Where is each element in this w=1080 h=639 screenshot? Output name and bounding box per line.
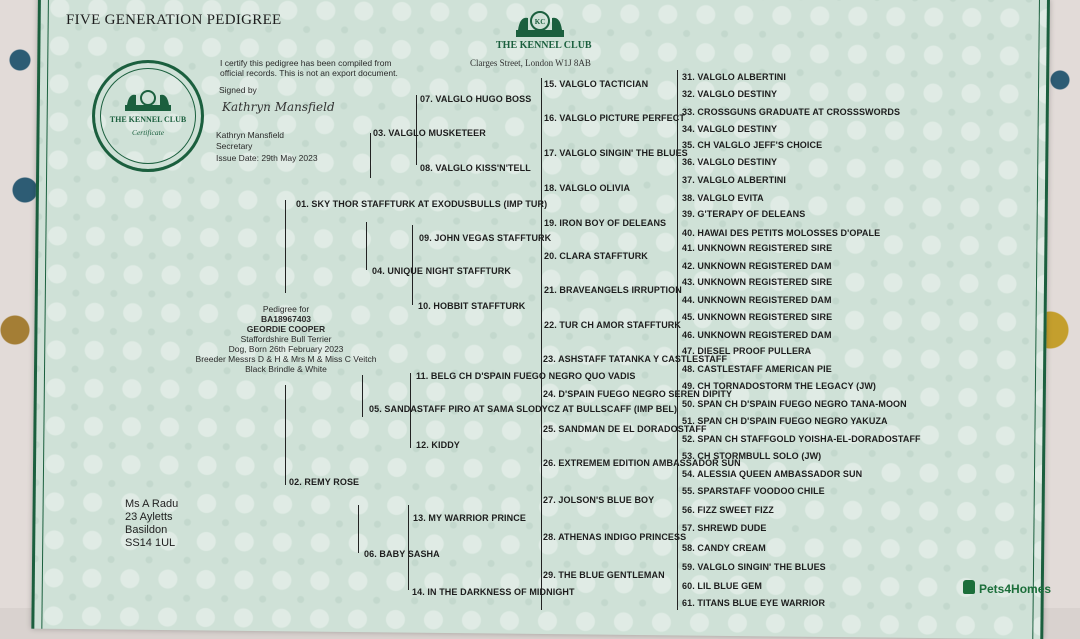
pedigree-entry-44: 44. UNKNOWN REGISTERED DAM xyxy=(682,295,832,305)
pedigree-entry-48: 48. CASTLESTAFF AMERICAN PIE xyxy=(682,364,832,374)
pedigree-entry-08: 08. VALGLO KISS'N'TELL xyxy=(420,163,531,173)
pedigree-entry-38: 38. VALGLO EVITA xyxy=(682,193,764,203)
pedigree-entry-37: 37. VALGLO ALBERTINI xyxy=(682,175,787,185)
dog-breed: Staffordshire Bull Terrier xyxy=(240,334,332,344)
pedigree-entry-55: 55. SPARSTAFF VOODOO CHILE xyxy=(682,486,825,496)
seal-subtitle: Certificate xyxy=(131,128,165,137)
bracket-gen3-b xyxy=(412,225,413,305)
owner-town: Basildon xyxy=(125,524,168,536)
pedigree-entry-49: 49. CH TORNADOSTORM THE LEGACY (JW) xyxy=(682,381,877,391)
signatory-name: Kathryn Mansfield xyxy=(216,130,285,140)
certify-line-2: official records. This is not an export document. xyxy=(220,68,398,78)
pedigree-entry-02: 02. REMY ROSE xyxy=(289,477,360,487)
pedigree-entry-39: 39. G'TERAPY OF DELEANS xyxy=(682,209,806,219)
pedigree-entry-03: 03. VALGLO MUSKETEER xyxy=(373,128,486,138)
pedigree-entry-28: 28. ATHENAS INDIGO PRINCESS xyxy=(543,532,687,542)
pedigree-entry-24: 24. D'SPAIN FUEGO NEGRO SEREN DIPITY xyxy=(543,389,733,399)
right-border-line xyxy=(1032,0,1040,639)
issue-date: Issue Date: 29th May 2023 xyxy=(216,153,318,163)
left-border-line xyxy=(41,0,49,629)
dog-sex-dob: Dog, Born 26th February 2023 xyxy=(228,344,344,354)
pedigree-entry-31: 31. VALGLO ALBERTINI xyxy=(682,72,787,82)
pedigree-entry-60: 60. LIL BLUE GEM xyxy=(682,581,762,591)
pedigree-entry-20: 20. CLARA STAFFTURK xyxy=(544,251,648,261)
signatory-role: Secretary xyxy=(216,141,253,151)
pedigree-entry-61: 61. TITANS BLUE EYE WARRIOR xyxy=(682,598,826,608)
bracket-gen2-04 xyxy=(366,222,367,270)
pedigree-entry-04: 04. UNIQUE NIGHT STAFFTURK xyxy=(372,266,511,276)
pedigree-entry-11: 11. BELG CH D'SPAIN FUEGO NEGRO QUO VADIS xyxy=(416,371,636,381)
pedigree-entry-35: 35. CH VALGLO JEFF'S CHOICE xyxy=(682,140,823,150)
bracket-gen2-06 xyxy=(358,505,359,553)
pedigree-entry-22: 22. TUR CH AMOR STAFFTURK xyxy=(544,320,681,330)
pedigree-entry-29: 29. THE BLUE GENTLEMAN xyxy=(543,570,665,580)
pedigree-entry-41: 41. UNKNOWN REGISTERED SIRE xyxy=(682,243,833,253)
pedigree-entry-54: 54. ALESSIA QUEEN AMBASSADOR SUN xyxy=(682,469,863,479)
pedigree-entry-01: 01. SKY THOR STAFFTURK AT EXODUSBULLS (IMP TUR) xyxy=(296,199,548,209)
owner-street: 23 Ayletts xyxy=(125,511,173,523)
signature: Kathryn Mansfield xyxy=(222,100,335,114)
pedigree-entry-45: 45. UNKNOWN REGISTERED SIRE xyxy=(682,312,833,322)
pedigree-entry-18: 18. VALGLO OLIVIA xyxy=(544,183,631,193)
pedigree-entry-42: 42. UNKNOWN REGISTERED DAM xyxy=(682,261,832,271)
pedigree-entry-53: 53. CH STORMBULL SOLO (JW) xyxy=(682,451,822,461)
certify-line-1: I certify this pedigree has been compiled from xyxy=(220,58,392,68)
pedigree-entry-43: 43. UNKNOWN REGISTERED SIRE xyxy=(682,277,833,287)
pedigree-entry-05: 05. SANDASTAFF PIRO AT SAMA SLODYCZ AT BULLSCAFF (IMP BEL) xyxy=(369,404,678,414)
pedigree-entry-50: 50. SPAN CH D'SPAIN FUEGO NEGRO TANA-MOON xyxy=(682,399,907,409)
bracket-gen4 xyxy=(541,78,542,610)
document-title: FIVE GENERATION PEDIGREE xyxy=(66,12,282,28)
pedigree-entry-46: 46. UNKNOWN REGISTERED DAM xyxy=(682,330,832,340)
bracket-gen1-sire xyxy=(285,200,286,293)
bracket-gen2-05 xyxy=(362,375,363,417)
seal-title: THE KENNEL CLUB xyxy=(109,115,187,124)
pedigree-entry-14: 14. IN THE DARKNESS OF MIDNIGHT xyxy=(412,587,575,597)
pedigree-entry-17: 17. VALGLO SINGIN' THE BLUES xyxy=(544,148,688,158)
svg-text:KC: KC xyxy=(534,18,546,26)
registration-number: BA18967403 xyxy=(260,314,312,324)
signed-by-label: Signed by xyxy=(219,85,257,95)
pedigree-entry-23: 23. ASHSTAFF TATANKA Y CASTLESTAFF xyxy=(543,354,728,364)
pedigree-entry-52: 52. SPAN CH STAFFGOLD YOISHA-EL-DORADOSTAFF xyxy=(682,434,921,444)
certificate-seal xyxy=(92,60,204,172)
pedigree-entry-21: 21. BRAVEANGELS IRRUPTION xyxy=(544,285,682,295)
pedigree-entry-57: 57. SHREWD DUDE xyxy=(682,523,767,533)
bracket-gen1-dam xyxy=(285,385,286,485)
bracket-gen2-03 xyxy=(370,133,371,178)
pedigree-for-label: Pedigree for xyxy=(262,304,310,314)
pedigree-entry-12: 12. KIDDY xyxy=(416,440,460,450)
pedigree-entry-26: 26. EXTREMEM EDITION AMBASSADOR SUN xyxy=(543,458,741,468)
pedigree-entry-32: 32. VALGLO DESTINY xyxy=(682,89,778,99)
pedigree-entry-51: 51. SPAN CH D'SPAIN FUEGO NEGRO YAKUZA xyxy=(682,416,888,426)
club-address: Clarges Street, London W1J 8AB xyxy=(470,58,591,68)
pedigree-entry-10: 10. HOBBIT STAFFTURK xyxy=(418,301,526,311)
dog-name: GEORDIE COOPER xyxy=(246,324,326,334)
pedigree-entry-07: 07. VALGLO HUGO BOSS xyxy=(420,94,532,104)
seal-crest-icon xyxy=(123,87,173,113)
pedigree-entry-33: 33. CROSSGUNS GRADUATE AT CROSSSWORDS xyxy=(682,107,901,117)
pets4homes-watermark: Pets4Homes xyxy=(979,582,1052,596)
pedigree-entry-56: 56. FIZZ SWEET FIZZ xyxy=(682,505,774,515)
pedigree-entry-59: 59. VALGLO SINGIN' THE BLUES xyxy=(682,562,826,572)
pedigree-entry-19: 19. IRON BOY OF DELEANS xyxy=(544,218,667,228)
dog-breeder: Breeder Messrs D & H & Mrs M & Miss C Veitch xyxy=(195,354,377,364)
kennel-club-crest-icon xyxy=(514,8,566,40)
pedigree-entry-47: 47. DIESEL PROOF PULLERA xyxy=(682,346,812,356)
club-name: THE KENNEL CLUB xyxy=(496,40,592,51)
pedigree-entry-25: 25. SANDMAN DE EL DORADOSTAFF xyxy=(543,424,707,434)
owner-name: Ms A Radu xyxy=(125,498,179,510)
owner-postcode: SS14 1UL xyxy=(125,537,176,549)
pedigree-entry-40: 40. HAWAI DES PETITS MOLOSSES D'OPALE xyxy=(682,228,881,238)
pedigree-entry-06: 06. BABY SASHA xyxy=(364,549,440,559)
pedigree-entry-09: 09. JOHN VEGAS STAFFTURK xyxy=(419,233,552,243)
dog-colour: Black Brindle & White xyxy=(245,364,327,374)
bracket-gen3-d xyxy=(408,505,409,590)
pedigree-entry-13: 13. MY WARRIOR PRINCE xyxy=(413,513,526,523)
pedigree-entry-36: 36. VALGLO DESTINY xyxy=(682,157,778,167)
pedigree-entry-34: 34. VALGLO DESTINY xyxy=(682,124,778,134)
pedigree-entry-58: 58. CANDY CREAM xyxy=(682,543,766,553)
pedigree-entry-15: 15. VALGLO TACTICIAN xyxy=(544,79,649,89)
pedigree-entry-16: 16. VALGLO PICTURE PERFECT xyxy=(544,113,685,123)
pets4homes-logo-icon xyxy=(963,580,975,594)
pedigree-entry-27: 27. JOLSON'S BLUE BOY xyxy=(543,495,655,505)
